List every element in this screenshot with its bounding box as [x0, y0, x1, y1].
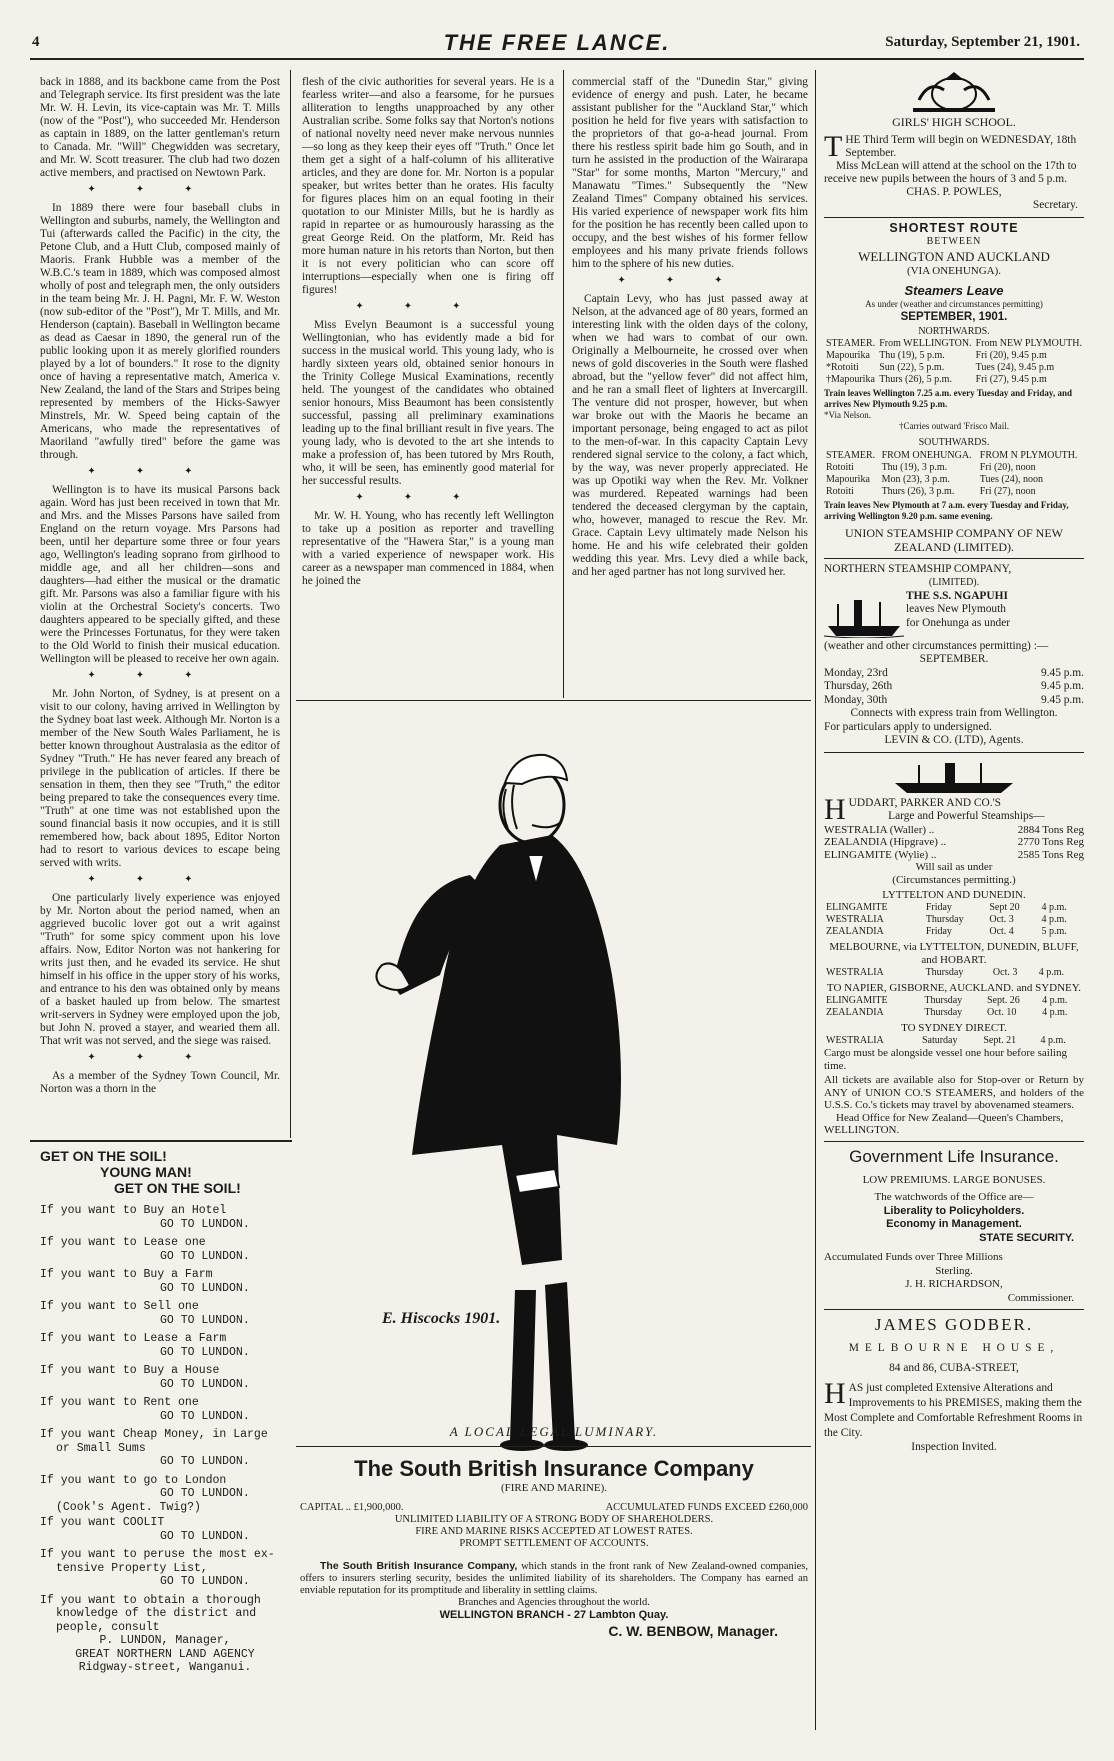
southwards-table [824, 450, 1084, 498]
separator-stars: ✦✦✦ [87, 874, 233, 885]
steamer-ad-title: SHORTEST ROUTE [889, 220, 1019, 235]
table-row: WESTRALIA Thursday Oct. 3 4 p.m. [826, 914, 1067, 925]
steamer-northwards: NORTHWARDS. [918, 325, 990, 337]
school-ad-title: GIRLS' HIGH SCHOOL. [892, 115, 1016, 129]
soil-manager: P. LUNDON, Manager, [99, 1634, 231, 1647]
govt-watchword: Economy in Management. [886, 1218, 1022, 1230]
soil-want-item: If you want to Buy an Hotel GO TO LUNDON. [40, 1204, 250, 1231]
huddart-lyttelton: LYTTELTON AND DUNEDIN. [882, 889, 1026, 901]
huddart-circ: (Circumstances permitting.) [892, 873, 1016, 886]
insurance-branches: Branches and Agencies throughout the world. [458, 1596, 650, 1608]
article-paragraph: Captain Levy, who has just passed away at Nelson, at the advanced age of 80 years, formed an interesting link with the olden days of the colony, when we had wars to combat of our own. Originally a Melbourneite, he crossed over when news of gold discoveries in the South were flashed abroad, but the "yellow fever" did not affect him, and he ran a small fleet of lighters at Invercargill. The venture did not prosper, however, but when war broke out with the Maoris he became an important personage, being engaged to act as pilot to the men-of-war. In this capacity Captain Levy rendered signal service to the colony, a fact which, by the way, was never properly appreciated. He was up Opotiki way when the Rev. Mr. Volkner was murdered. Repeated warnings had been tendered the deceased clergyman by the captain, who, however, managed to rescue the Rev. Mr. Grace. Captain Levy ultimately made Nelson his home. He and his wife celebrated their golden wedding this year. Mrs. Levy died a while back, and her aged partner has not long survived her. [572, 293, 808, 578]
school-ad-sign: CHAS. P. POWLES, [906, 185, 1002, 198]
issue-date: Saturday, September 21, 1901. [885, 34, 1080, 50]
huddart-office: Head Office for New Zealand—Queen's Chambers, WELLINGTON. [824, 1111, 1064, 1136]
article-column-2 [302, 76, 554, 696]
huddart-tickets: All tickets are available also for Stop-over or Return by ANY of UNION CO.'S STEAMERS, and holders of the U.S.S. Co.'s tickets may travel by abovenamed steamers. [824, 1074, 1084, 1111]
table-row: *Rotoiti Sun (22), 5 p.m. Tues (24), 9.45 p.m [826, 362, 1055, 373]
huddart-melbourne: MELBOURNE, via LYTTELTON, DUNEDIN, BLUFF, and HOBART. [829, 941, 1079, 966]
insurance-branch: WELLINGTON BRANCH - 27 Lambton Quay. [439, 1608, 669, 1621]
steamer-asunder: As under (weather and circumstances permitting) [865, 298, 1043, 309]
northern-month: SEPTEMBER. [919, 653, 989, 665]
godber-address: 84 and 86, CUBA-STREET, [889, 1361, 1019, 1374]
union-ad-title: UNION STEAMSHIP COMPANY OF NEW ZEALAND (LIMITED). [844, 525, 1064, 554]
govt-low: LOW PREMIUMS. LARGE BONUSES. [862, 1173, 1046, 1186]
article-paragraph: As a member of the Sydney Town Council, Mr. Norton was a thorn in the [40, 1070, 280, 1095]
separator-stars: ✦✦✦ [87, 1052, 233, 1063]
northern-text: leaves New Plymouth [906, 603, 1006, 615]
soil-want-item: If you want to Buy a Farm GO TO LUNDON. [40, 1268, 250, 1295]
soil-want-item: If you want to Rent one GO TO LUNDON. [40, 1396, 250, 1423]
insurance-capital-row [300, 1502, 808, 1514]
soil-title-1: GET ON THE SOIL! [40, 1148, 167, 1164]
huddart-napier: TO NAPIER, GISBORNE, AUCKLAND. and SYDNEY. [826, 982, 1082, 994]
article-paragraph: Miss Evelyn Beaumont is a successful young Wellingtonian, who has evidently made a bid for success in the musical world. This young lady, who is hardly sixteen years old, obtained senior honours in the Trinity College Musical Examinations, recently held. The youngest of the candidates who obtained senior honours, Miss Beaumont has been consistently successful, passing all preliminary examinations leading up to the final brilliant result in five years. The young lady, who is devoted to the art she intends to make a profession of, has been tutored by Mrs Routh, who, it will be seen, has eminently good material for her successful results. [302, 319, 554, 487]
insurance-line: PROMPT SETTLEMENT OF ACCOUNTS. [459, 1537, 649, 1549]
soil-address: Ridgway-street, Wanganui. [78, 1661, 252, 1674]
godber-invite: Inspection Invited. [911, 1441, 997, 1453]
separator-stars: ✦✦✦ [87, 466, 233, 477]
table-row: Mapourika Mon (23), 3 p.m. Tues (24), noon [826, 473, 1044, 485]
godber-title: JAMES GODBER. [874, 1315, 1034, 1334]
ship-icon [824, 590, 906, 640]
northern-particulars: For particulars apply to undersigned. [824, 720, 992, 733]
steamers-leave: Steamers Leave [904, 283, 1004, 298]
table-row: ELINGAMITE Thursday Sept. 26 4 p.m. [826, 995, 1068, 1006]
article-paragraph: In 1889 there were four baseball clubs in Wellington and suburbs, namely, the Wellington and Tui (afterwards called the Pacific) in the city, the Petone Club, and a Hutt Club, composed mainly of Maoris. Frank Hubble was a member of the W.B.C.'s team in 1889, which was composed almost wholly of post and telegraph men, the only outsiders in the team being Mr. J. H. Pagni, Mr. F. W. Weston (now sub-editor of the "Post"), Mr T. Mills, and Mr. Henderson (captain). Baseball in Wellington became as dead as Caesar in 1890, the general run of the public looking upon it as merely glorified rounders played by a lot of bounders." It rose to the dignity once of having a representative match, America v. New Zealand, the land of the Stars and Stripes being represented by members of the Hicks-Sawyer Minstrels, Mr. W. Speed being captain of the Americans, who made the representatives of Maoriland "awfully tired" before the game was through. [40, 202, 280, 461]
article-paragraph: flesh of the civic authorities for several years. He is a fearless writer—and also a fearsome, for he pursues alliteration to lengths unapproached by any other Australian scribe. Some folks say that Norton's notions of national novelty need never make nervous nunnies—so long as they keep their eyes off "Truth." Once let them get a sight of a half-column of his alliterative articles, and they are done for. Mr. Norton is a popular speaker, but writes better than he orates. His faculty for figures places him on an equal footing in their quotation to our Minister Mills, but he is hardly as rapid in repartee or as humourously harassing as the great George Reid. On the platform, Mr. Reid has more human nature in his retorts than Norton, but then it is not every politician who can score off interruptions—especially when one is firing off figures! [302, 76, 554, 296]
south-train-note: Train leaves New Plymouth at 7 a.m. every Tuesday and Friday, arriving Wellington 9.20 p.m. same evening. [824, 499, 1069, 521]
soil-agency: GREAT NORTHERN LAND AGENCY [75, 1647, 255, 1661]
huddart-ship-icon [824, 757, 1084, 797]
steamer-between: BETWEEN [926, 236, 982, 247]
soil-obtain: If you want to obtain a thorough knowledge of the district and people, consult [40, 1593, 261, 1634]
soil-coolit: If you want COOLIT GO TO LUNDON. [40, 1516, 250, 1543]
steamer-route: WELLINGTON AND AUCKLAND [858, 248, 1050, 264]
column-divider-2 [563, 70, 564, 698]
steamer-via: (VIA ONEHUNGA). [906, 264, 1002, 277]
header-rule [30, 58, 1084, 60]
cartoon-signature: E. Hiscocks 1901. [382, 1310, 501, 1327]
northwards-table [824, 338, 1084, 386]
table-row: Rotoiti Thu (19), 3 p.m. Fri (20), noon [826, 461, 1036, 473]
insurance-manager: C. W. BENBOW, Manager. [608, 1622, 778, 1639]
insurance-line: UNLIMITED LIABILITY OF A STRONG BODY OF SHAREHOLDERS. [394, 1513, 714, 1525]
cartoon-top-rule [296, 700, 811, 701]
godber-dropcap: H [824, 1377, 846, 1410]
table-header-row: STEAMER. From WELLINGTON. From NEW PLYMOUTH. [826, 338, 1082, 349]
insurance-title: The South British Insurance Company [354, 1456, 754, 1481]
article-paragraph: One particularly lively experience was enjoyed by Mr. Norton about the period named, when an aggrieved bucolic lover got out a writ against "Truth" for some spicy comment upon his love affairs. Now, Editor Norton was not hankering for writs just then, and he evaded its service. He shut himself in his office in the upper story of his works, and entrance to his den was obtained only by means of a basket hauled up from below. The smartest writ-servers in Sydney were employed upon the job, but John N. proved a stayer, and wearied them all. That writ was not served, and the siege was raised. [40, 892, 280, 1047]
govt-watchword: STATE SECURITY. [979, 1231, 1074, 1244]
table-row: ZEALANDIA Thursday Oct. 10 4 p.m. [826, 1007, 1068, 1018]
steamer-month: SEPTEMBER, 1901. [900, 311, 1008, 323]
soil-want-item: If you want to Lease a Farm GO TO LUNDON. [40, 1332, 250, 1359]
table-row: ELINGAMITE (Wylie) .. 2585 Tons Reg [824, 848, 1084, 861]
northern-text: for Onehunga as under [906, 616, 1011, 629]
table-row: Monday, 23rd 9.45 p.m. [824, 666, 1084, 679]
lyttelton-table [824, 902, 1084, 938]
cartoon-illustration [300, 705, 808, 1465]
note-via-nelson: *Via Nelson. [824, 410, 871, 420]
northern-text: (weather and other circumstances permitting) :— [824, 639, 1049, 652]
soil-london: If you want to go to London GO TO LUNDON. (Cook's Agent. Twig?) [40, 1473, 250, 1514]
table-row: WESTRALIA Thursday Oct. 3 4 p.m. [826, 967, 1065, 978]
table-row: WESTRALIA (Waller) .. 2884 Tons Reg [824, 823, 1084, 836]
right-ad-column [824, 70, 1084, 1455]
barrister-figure-image [300, 705, 808, 1465]
article-paragraph: Mr. John Norton, of Sydney, is at present on a visit to our colony, having arrived in Wellington by the Sydney boat last week. Although Mr. Norton is a member of the New South Wales Parliament, he is better known throughout Australasia as the editor of Sydney "Truth." He has never feared any breach of privilege in the publication of articles. If there be sensation in them, then they see "Truth," the editor being prepared to take the consequences every time. "Truth" at one time was not established upon the sound financial basis it now occupies, and it is still remembered how, back about 1895, Editor Norton had to resort to various devices to escape being served with writs. [40, 688, 280, 869]
separator-stars: ✦✦✦ [355, 301, 501, 312]
soil-want-item: If you want to Buy a House GO TO LUNDON. [40, 1364, 250, 1391]
article-paragraph: Mr. W. H. Young, who has recently left Wellington to take up a position as reporter and travelling representative of the "Hawera Star," is a young man with a varied experience of newspaper work. His career as a newspaper man commenced in 1884, when he joined the [302, 510, 554, 587]
northern-ad-title: NORTHERN STEAMSHIP COMPANY, [824, 562, 1012, 575]
huddart-sydney: TO SYDNEY DIRECT. [901, 1022, 1007, 1034]
soil-title-3: GET ON THE SOIL! [114, 1180, 241, 1196]
page-number: 4 [32, 34, 40, 50]
table-row: ZEALANDIA (Hipgrave) .. 2770 Tons Reg [824, 836, 1084, 848]
table-row: ZEALANDIA Friday Oct. 4 5 p.m. [826, 926, 1067, 937]
northern-agents: LEVIN & CO. (LTD), Agents. [884, 734, 1024, 746]
article-column-1 [40, 76, 280, 1104]
article-paragraph: Wellington is to have its musical Parsons back again. Word has just been received in town that Mr. and Mrs. and the Misses Parsons have sailed from England on the return voyage. Mrs Parsons had been, until her departure some three or four years ago, Wellington's leading soprano from girlhood to middle age, and all her children—sons and daughters—had either the musical or the dramatic gift. Mr. Parsons was also a familiar figure with his violin at the Orchestral Society's concerts. Two daughters appeared to be specially gifted, and these were the Princesses Fortunatus, for they were taken to the Old World to finish their musical education. Wellington will be pleased to receive her own again. [40, 484, 280, 665]
north-train-note: Train leaves Wellington 7.25 a.m. every Tuesday and Friday, and arrives New Plymouth 9.25 p.m. [824, 388, 1072, 409]
school-ad-body: T HE Third Term will begin on WEDNESDAY, 18th September. Miss McLean will attend at the school on the 17th to receive new pupils between the hours of 3 and 5 p.m. [824, 129, 1077, 185]
masthead-title: THE FREE LANCE. [443, 30, 671, 55]
soil-ad-rule [30, 1140, 292, 1142]
govt-ad-title: Government Life Insurance. [849, 1146, 1059, 1166]
table-row: Rotoiti Thurs (26), 3 p.m. Fri (27), noon [826, 485, 1036, 497]
table-row: Monday, 30th 9.45 p.m. [824, 693, 1084, 706]
cartoon-bottom-rule [296, 1446, 811, 1447]
huddart-dropcap: H [824, 792, 846, 826]
napier-table [824, 995, 1084, 1019]
govt-funds-sterling: Sterling. [935, 1264, 973, 1277]
steamer-southwards: SOUTHWARDS. [918, 437, 990, 448]
south-british-insurance-ad [300, 1456, 808, 1640]
article-column-3 [572, 76, 808, 696]
ngapuhi-ship: THE S.S. NGAPUHI [906, 589, 1008, 602]
huddart-title: H UDDART, PARKER AND CO.'S Large and Powerful Steamships— [824, 792, 1045, 826]
insurance-body: The South British Insurance Company, which stands in the front rank of New Zealand-owned companies, offers to insurers sterling security, besides the unlimited liability of its shareholders. The Company has earned an enviable reputation for its promptitude and liberality in settling claims. [300, 1559, 808, 1596]
insurance-line: FIRE AND MARINE RISKS ACCEPTED AT LOWEST RATES. [415, 1525, 693, 1537]
column-divider-3 [815, 70, 816, 1730]
school-ad-role: Secretary. [1032, 199, 1078, 211]
insurance-capital: CAPITAL .. £1,900,000. [300, 1501, 404, 1513]
separator-stars: ✦✦✦ [617, 275, 763, 286]
govt-role: Commissioner. [1007, 1291, 1074, 1304]
sydney-table [824, 1035, 1084, 1047]
northern-limited: (LIMITED). [928, 577, 980, 588]
govt-watch: The watchwords of the Office are— [874, 1191, 1034, 1203]
govt-funds: Accumulated Funds over Three Millions [824, 1251, 1003, 1263]
separator-stars: ✦✦✦ [87, 184, 233, 195]
govt-sign: J. H. RICHARDSON, [905, 1278, 1003, 1290]
school-dropcap: T [824, 129, 843, 163]
article-paragraph: commercial staff of the "Dunedin Star," giving evidence of energy and push. Later, he became assistant publisher for the "Auckland Star," which position he held for five years with satisfaction to the proprietors of that go-a-head journal. From there his restless spirit bade him go South, and in turn he assisted in the production of the Wairarapa "Star" for some months, Marton "Mercury," and Manawatu "Times." Subsequently the "New Zealand Times" Company obtained his services. His varied experience of newspaper work fits him for the position he has recently been called upon to occupy, and the best wishes of his former fellow employees and his many private friends follows him to the sphere of his new duties. [572, 76, 808, 270]
note-frisco: †Carries outward 'Frisco Mail. [898, 421, 1010, 431]
table-row: Thursday, 26th 9.45 p.m. [824, 680, 1084, 692]
insurance-subtitle: (FIRE AND MARINE). [500, 1482, 608, 1494]
govt-watchword: Liberality to Policyholders. [883, 1204, 1025, 1217]
coat-of-arms-icon [824, 70, 1084, 116]
column-divider-1 [290, 70, 291, 1138]
table-row: WESTRALIA Saturday Sept. 21 4 p.m. [826, 1035, 1066, 1046]
table-row: ELINGAMITE Friday Sept 20 4 p.m. [826, 902, 1067, 913]
table-header-row: STEAMER. FROM ONEHUNGA. FROM N PLYMOUTH. [826, 449, 1078, 461]
soil-advertisement [40, 1148, 290, 1675]
melbourne-table [824, 967, 1084, 979]
northern-connects: Connects with express train from Wellington. [850, 707, 1058, 719]
separator-stars: ✦✦✦ [355, 492, 501, 503]
table-row: Mapourika Thu (19), 5 p.m. Fri (20), 9.45 p.m [826, 350, 1047, 361]
soil-want-item: If you want to Sell one GO TO LUNDON. [40, 1300, 250, 1327]
soil-want-item: If you want to Lease one GO TO LUNDON. [40, 1236, 250, 1263]
soil-cheap-money: If you want Cheap Money, in Large or Small Sums GO TO LUNDON. [40, 1428, 268, 1468]
insurance-funds: ACCUMULATED FUNDS EXCEED £260,000 [605, 1501, 808, 1513]
soil-peruse: If you want to peruse the most ex- tensive Property List, GO TO LUNDON. [40, 1548, 275, 1588]
soil-title-2: YOUNG MAN! [100, 1164, 192, 1180]
godber-body: H AS just completed Extensive Alterations and Improvements to his PREMISES, making them the Most Complete and Comfortable Refreshment Rooms in the City. [824, 1377, 1083, 1439]
huddart-cargo: Cargo must be alongside vessel one hour before sailing time. [824, 1047, 1067, 1072]
huddart-sail: Will sail as under [915, 861, 993, 873]
godber-house: MELBOURNE HOUSE, [848, 1342, 1060, 1354]
article-paragraph: back in 1888, and its backbone came from the Post and Telegraph service. Its first president was the late Mr. W. H. Levin, its vice-captain was Mr. T. Mills (now of the "Post"), who succeeded Mr. Henderson as captain in 1889, on the latter gentleman's return to Canada. Mr. "Will" Chegwidden was secretary, and Mr. W. Scott treasurer. The club had two dozen active members, and practised on Newtown Park. [40, 76, 280, 179]
table-row: †Mapourika Thurs (26), 5 p.m. Fri (27), 9.45 p.m [826, 374, 1047, 385]
separator-stars: ✦✦✦ [87, 670, 233, 681]
cartoon-caption: A LOCAL LEGAL LUMINARY. [449, 1424, 659, 1439]
